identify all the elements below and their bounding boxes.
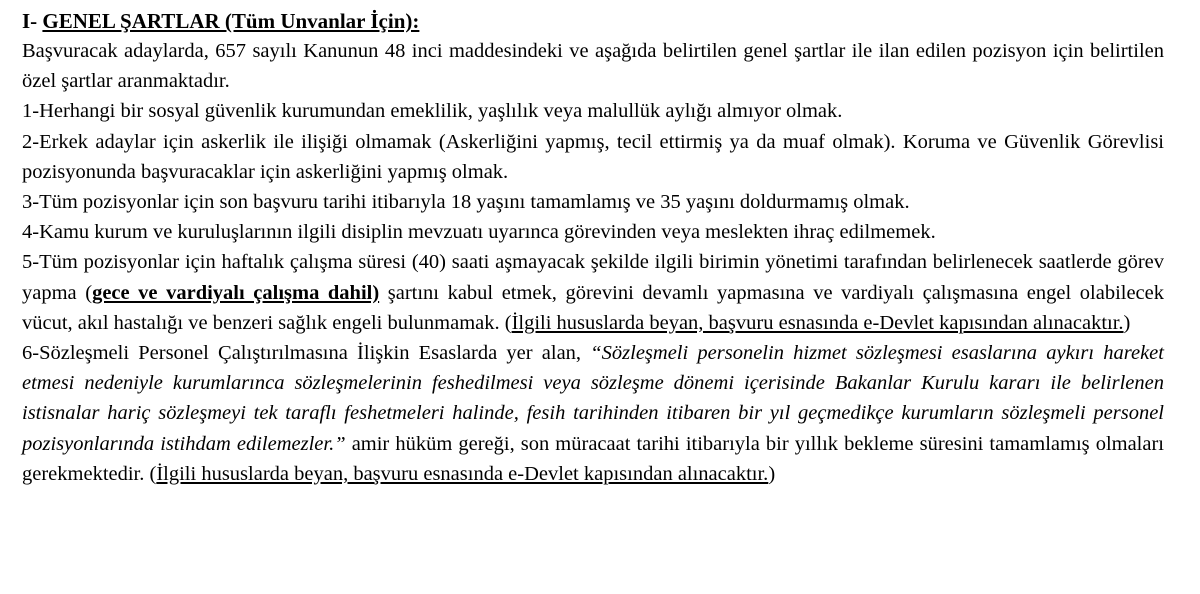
item-6-text-start: 6-Sözleşmeli Personel Çalıştırılmasına İlişkin Esaslarda yer alan, (22, 342, 591, 365)
condition-item-2: 2-Erkek adaylar için askerlik ile ilişiği olmamak (Askerliğini yapmış, tecil ettirmiş ya da muaf olmak). Koruma ve Güvenlik Görevlisi pozisyonunda başvuracaklar için askerliğini yapmış olmak. (22, 130, 1164, 183)
condition-item-4: 4-Kamu kurum ve kuruluşlarının ilgili disiplin mevzuatı uyarınca görevinden veya meslekten ihraç edilmemek. (22, 221, 936, 244)
section-number: I- (22, 9, 43, 33)
item-5-text-start: 5-Tüm pozisyonlar için haftalık çalışma süresi (40) saati aşmayacak şekilde ilgili birimin yönetimi tarafından belirlenecek saatlerde görev yapma ( (22, 251, 1164, 304)
condition-item-1: 1-Herhangi bir sosyal güvenlik kurumundan emeklilik, yaşlılık veya malullük aylığı almıyor olmak. (22, 100, 843, 123)
item-5-declaration-note: İlgili hususlarda beyan, başvuru esnasında e-Devlet kapısından alınacaktır. (511, 311, 1124, 334)
condition-item-6 (22, 338, 1164, 489)
condition-item-3: 3-Tüm pozisyonlar için son başvuru tarihi itibarıyla 18 yaşını tamamlamış ve 35 yaşını doldurmamış olmak. (22, 191, 910, 214)
item-6-declaration-note: İlgili hususlarda beyan, başvuru esnasında e-Devlet kapısından alınacaktır. (156, 462, 769, 485)
section-title: GENEL ŞARTLAR (Tüm Unvanlar İçin): (42, 9, 420, 33)
item-5-text-end: şartını kabul etmek, görevini devamlı yapmasına ve vardiyalı çalışmasına engel olabilecek vücut, akıl hastalığı ve benzeri sağlık engeli bulunmamak. ( (22, 281, 1165, 334)
item-5-emphasis: gece ve vardiyalı çalışma dahil) (92, 281, 380, 304)
item-6-quote: “Sözleşmeli personelin hizmet sözleşmesi esaslarına aykırı hareket etmesi nedeniyle kurumlarınca sözleşmelerinin feshedilmesi veya sözleşme dönemi içerisinde Bakanlar Kurulu kararı ile belirlenen istisnalar hariç sözleşmeyi tek taraflı feshetmeleri halinde, fesih tarihinden itibaren bir yıl geçmedikçe kurumların sözleşmeli personel pozisyonlarında istihdam edilemezler.” (22, 342, 1164, 455)
condition-item-5 (22, 247, 1164, 338)
item-6-text-end: amir hüküm gereği, son müracaat tarihi itibarıyla bir yıllık bekleme süresini tamamlamış olmaları gerekmektedir. ( (22, 432, 1165, 485)
document-page (22, 6, 1164, 489)
section-heading (22, 6, 1164, 36)
item-5-closing: ) (1123, 311, 1131, 334)
intro-paragraph: Başvuracak adaylarda, 657 sayılı Kanunun 48 inci maddesindeki ve aşağıda belirtilen genel şartlar ile ilan edilen pozisyon için belirtilen özel şartlar aranmaktadır. (22, 40, 1164, 93)
item-6-closing: ) (768, 462, 776, 485)
